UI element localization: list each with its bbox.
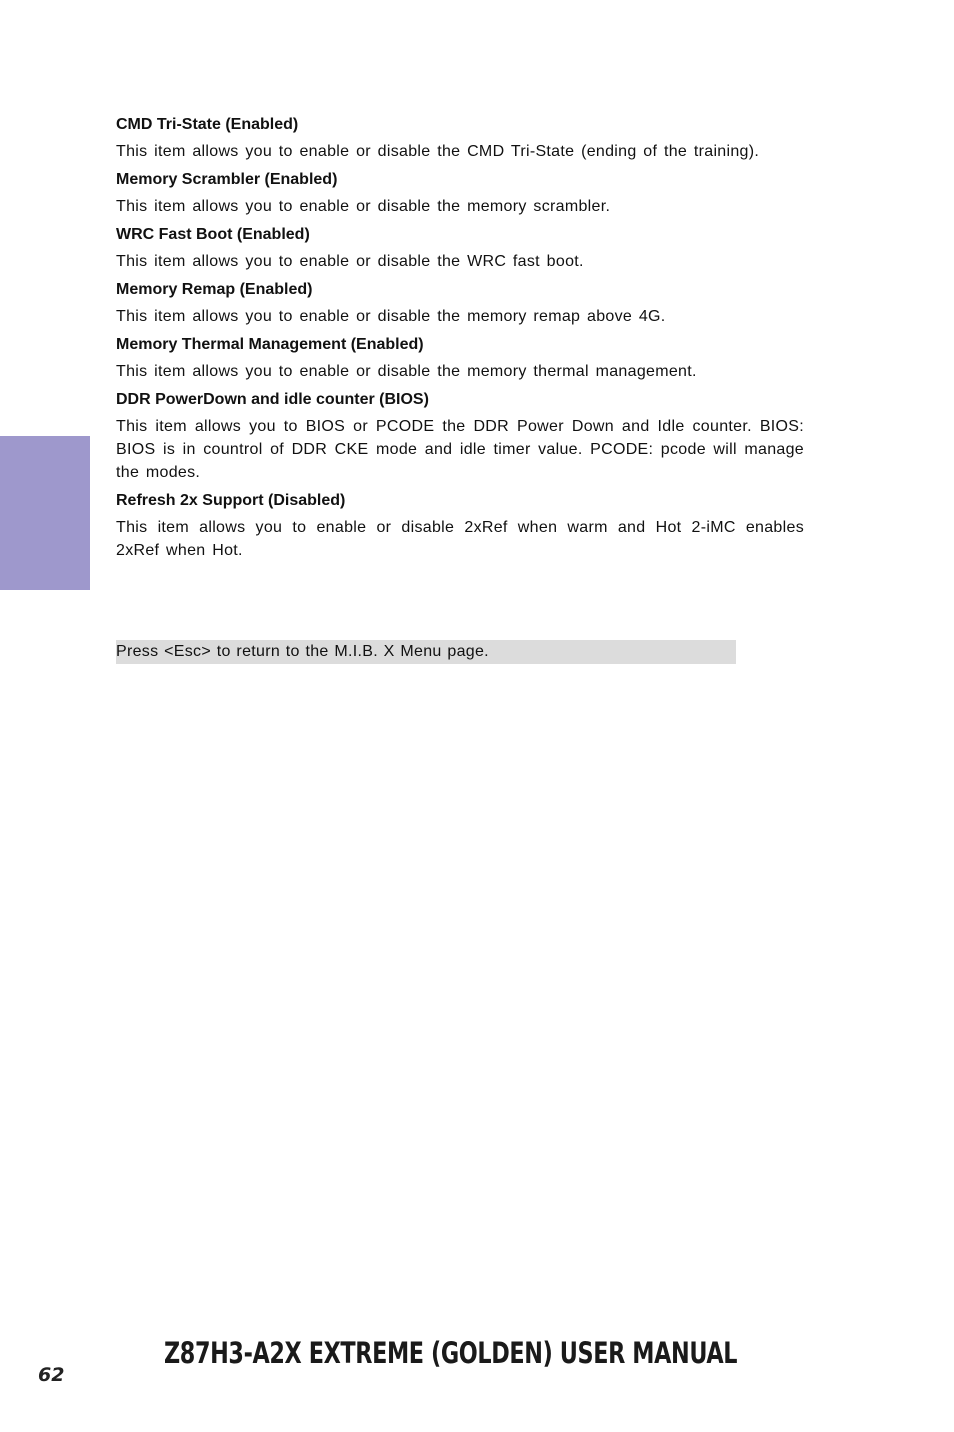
setting-item-memory-thermal-management — [116, 334, 804, 383]
setting-description: This item allows you to enable or disable the memory scrambler. — [116, 198, 611, 215]
setting-item-refresh-2x-support — [116, 490, 804, 562]
setting-item-cmd-tri-state — [116, 114, 804, 163]
settings-description-list — [116, 114, 804, 568]
setting-title: Memory Remap (Enabled) — [116, 281, 313, 298]
setting-title: DDR PowerDown and idle counter (BIOS) — [116, 391, 429, 408]
setting-item-ddr-powerdown — [116, 389, 804, 484]
setting-description: This item allows you to enable or disable the memory remap above 4G. — [116, 308, 666, 325]
setting-title: Memory Scrambler (Enabled) — [116, 171, 338, 188]
setting-title: Refresh 2x Support (Disabled) — [116, 492, 346, 509]
setting-item-memory-remap — [116, 279, 804, 328]
setting-description: This item allows you to enable or disable the memory thermal management. — [116, 363, 697, 380]
setting-item-wrc-fast-boot — [116, 224, 804, 273]
page-number: 62 — [38, 1364, 65, 1386]
setting-description: This item allows you to enable or disable the CMD Tri-State (ending of the training). — [116, 143, 760, 160]
setting-description: This item allows you to enable or disable 2xRef when warm and Hot 2-iMC enables 2xRef when Hot. — [116, 519, 804, 559]
setting-title: CMD Tri-State (Enabled) — [116, 116, 299, 133]
setting-item-memory-scrambler — [116, 169, 804, 218]
setting-title: Memory Thermal Management (Enabled) — [116, 336, 424, 353]
manual-title: Z87H3-A2X EXTREME (GOLDEN) USER MANUAL — [164, 1336, 738, 1370]
chapter-side-tab — [0, 436, 90, 590]
esc-note-bar: Press <Esc> to return to the M.I.B. X Menu page. — [116, 640, 736, 664]
setting-description: This item allows you to BIOS or PCODE the DDR Power Down and Idle counter. BIOS: BIOS is in countrol of DDR CKE mode and idle timer value. PCODE: pcode will manage the modes. — [116, 418, 804, 481]
setting-description: This item allows you to enable or disable the WRC fast boot. — [116, 253, 584, 270]
setting-title: WRC Fast Boot (Enabled) — [116, 226, 310, 243]
